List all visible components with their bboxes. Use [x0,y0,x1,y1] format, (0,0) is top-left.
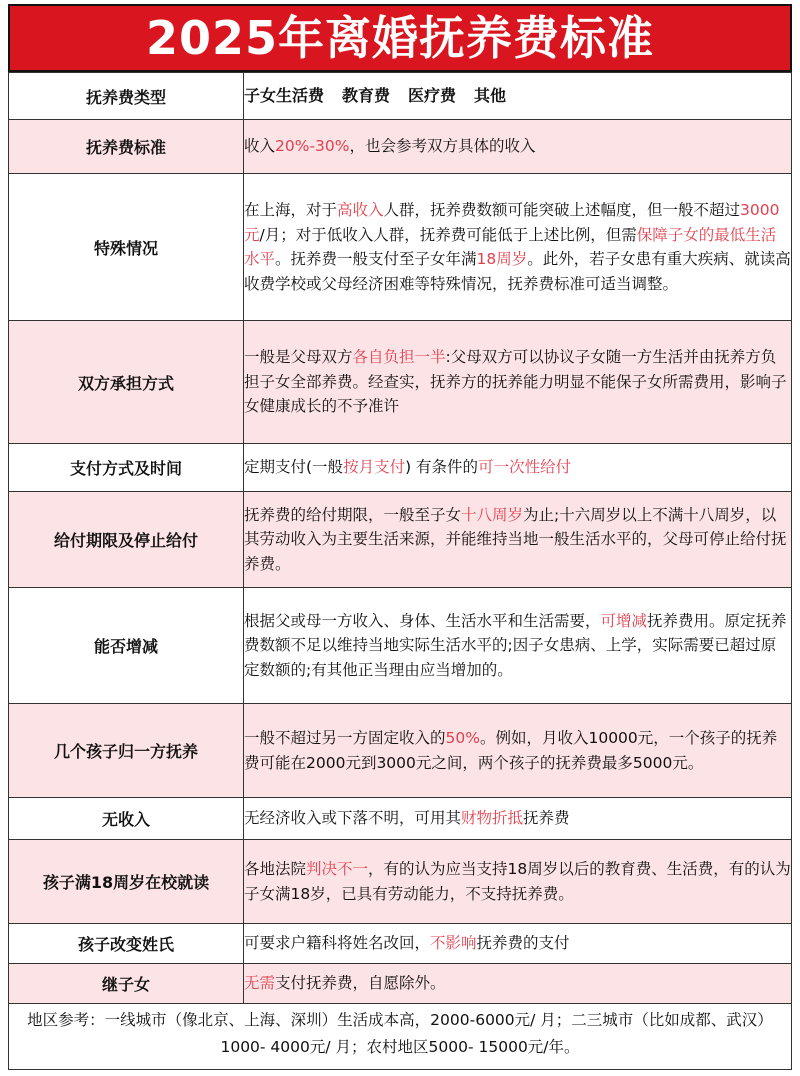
table-row [9,321,792,444]
table-row [9,964,792,1004]
row-content [244,704,792,798]
highlight-text: 财物折抵 [461,809,524,828]
body-text: 。抚养费一般支付至子女年满 [275,250,477,268]
body-text: :父母双方可以协议子女随一方生活并由抚养方负担子女全部养费。经查实，抚养方的抚养能力明显不能保子女所需费用，影响子女健康成长的不予准许 [244,348,787,416]
highlight-text: 高收入 [337,201,384,219]
highlight-text: 各自负担一半 [352,348,446,367]
row-label: 支付方式及时间 [9,444,244,492]
table-row [9,798,792,840]
highlight-text: 20%-30% [275,137,350,156]
body-text: 根据父或母一方收入、身体、生活水平和生活需要， [244,611,601,630]
row-content [244,120,792,174]
row-content [244,588,792,704]
table-row [9,444,792,492]
table-row [9,840,792,924]
header-item: 教育费 [342,85,391,105]
table-row [9,174,792,321]
row-content [244,174,792,321]
row-label: 抚养费标准 [9,120,244,174]
highlight-text: 无需 [244,974,276,993]
body-text: 一般是父母双方 [244,348,353,367]
highlight-text: 十八周岁 [461,505,524,524]
body-text: 。例如，月收入10000元，一个孩子的抚养费可能在2000元到3000元之间，两个孩子的抚养费最多5000元。 [244,729,778,772]
highlight-text: 不影响 [430,934,477,953]
highlight-text: 50% [445,729,480,747]
row-content [244,321,792,444]
body-text: 人群，抚养费数额可能突破上述幅度，但一般不超过 [383,201,741,219]
header-items [244,73,792,120]
body-text: /月；对于低收入人群，抚养费可能低于上述比例，但需 [259,225,637,244]
body-text: 可要求户籍科将姓名改回， [244,934,431,953]
row-content [244,964,792,1004]
body-text: 各地法院 [244,860,307,878]
row-label: 给付期限及停止给付 [9,492,244,588]
page-title: 2025年离婚抚养费标准 [8,4,792,72]
highlight-text: 3000元 [244,201,780,244]
body-text: ，也会参考双方具体的收入 [349,137,536,156]
highlight-text: 按月支付 [343,458,406,477]
body-text: 支付抚养费，自愿除外。 [275,974,446,993]
table-row [9,120,792,174]
header-item: 医疗费 [408,85,457,105]
body-text: 为止;十六周岁以上不满十八周岁，以其劳动收入为主要生活来源，并能维持当地一般生活水平的，父母可停止给付抚养费。 [244,505,787,573]
body-text: 抚养费的给付期限，一般至子女 [244,505,462,524]
row-content [244,444,792,492]
body-text: 一般不超过另一方固定收入的 [244,729,446,747]
row-label: 继子女 [9,964,244,1004]
row-label: 无收入 [9,798,244,840]
row-content [244,492,792,588]
row-content [244,924,792,964]
body-text: 无经济收入或下落不明，可用其 [244,809,462,828]
row-label: 孩子改变姓氏 [9,924,244,964]
table-row [9,704,792,798]
body-text: 。此外，若子女患有重大疾病、就读高收费学校或父母经济困难等特殊情况，抚养费标准可适当调整。 [244,250,791,293]
row-label: 几个孩子归一方抚养 [9,704,244,798]
row-content [244,840,792,924]
body-text: 定期支付(一般 [244,458,344,477]
row-label: 特殊情况 [9,174,244,321]
body-text: 抚养费的支付 [476,934,570,953]
header-item: 子女生活费 [244,85,325,105]
highlight-text: 可一次性给付 [478,458,572,477]
alimony-table [8,72,792,1004]
body-text: 收入 [244,137,276,156]
highlight-text: 18周岁 [476,250,528,268]
highlight-text: 可增减 [600,611,648,630]
body-text: ，有的认为应当支持18周岁以后的教育费、生活费，有的认为子女满18岁，已具有劳动能力，不支持抚养费。 [244,860,791,903]
header-row [9,73,792,120]
body-text: ) 有条件的 [405,458,479,477]
header-label: 抚养费类型 [9,73,244,120]
row-label: 孩子满18周岁在校就读 [9,840,244,924]
table-row [9,492,792,588]
row-content [244,798,792,840]
region-reference-note: 地区参考：一线城市（像北京、上海、深圳）生活成本高，2000-6000元/ 月；二三城市（比如成都、武汉）1000- 4000元/ 月；农村地区5000- 15000元/年。 [8,1003,792,1070]
table-row [9,924,792,964]
body-text: 抚养费用。原定抚养费数额不足以维持当地实际生活水平的;因子女患病、上学，实际需要已超过原定数额的;有其他正当理由应当增加的。 [244,611,787,679]
table-row [9,588,792,704]
body-text: 抚养费 [523,809,570,828]
header-item: 其他 [474,85,507,105]
row-label: 双方承担方式 [9,321,244,444]
highlight-text: 判决不一 [306,860,369,878]
body-text: 在上海，对于 [244,201,338,219]
highlight-text: 保障子女的最低生活水平 [244,225,777,268]
row-label: 能否增减 [9,588,244,704]
